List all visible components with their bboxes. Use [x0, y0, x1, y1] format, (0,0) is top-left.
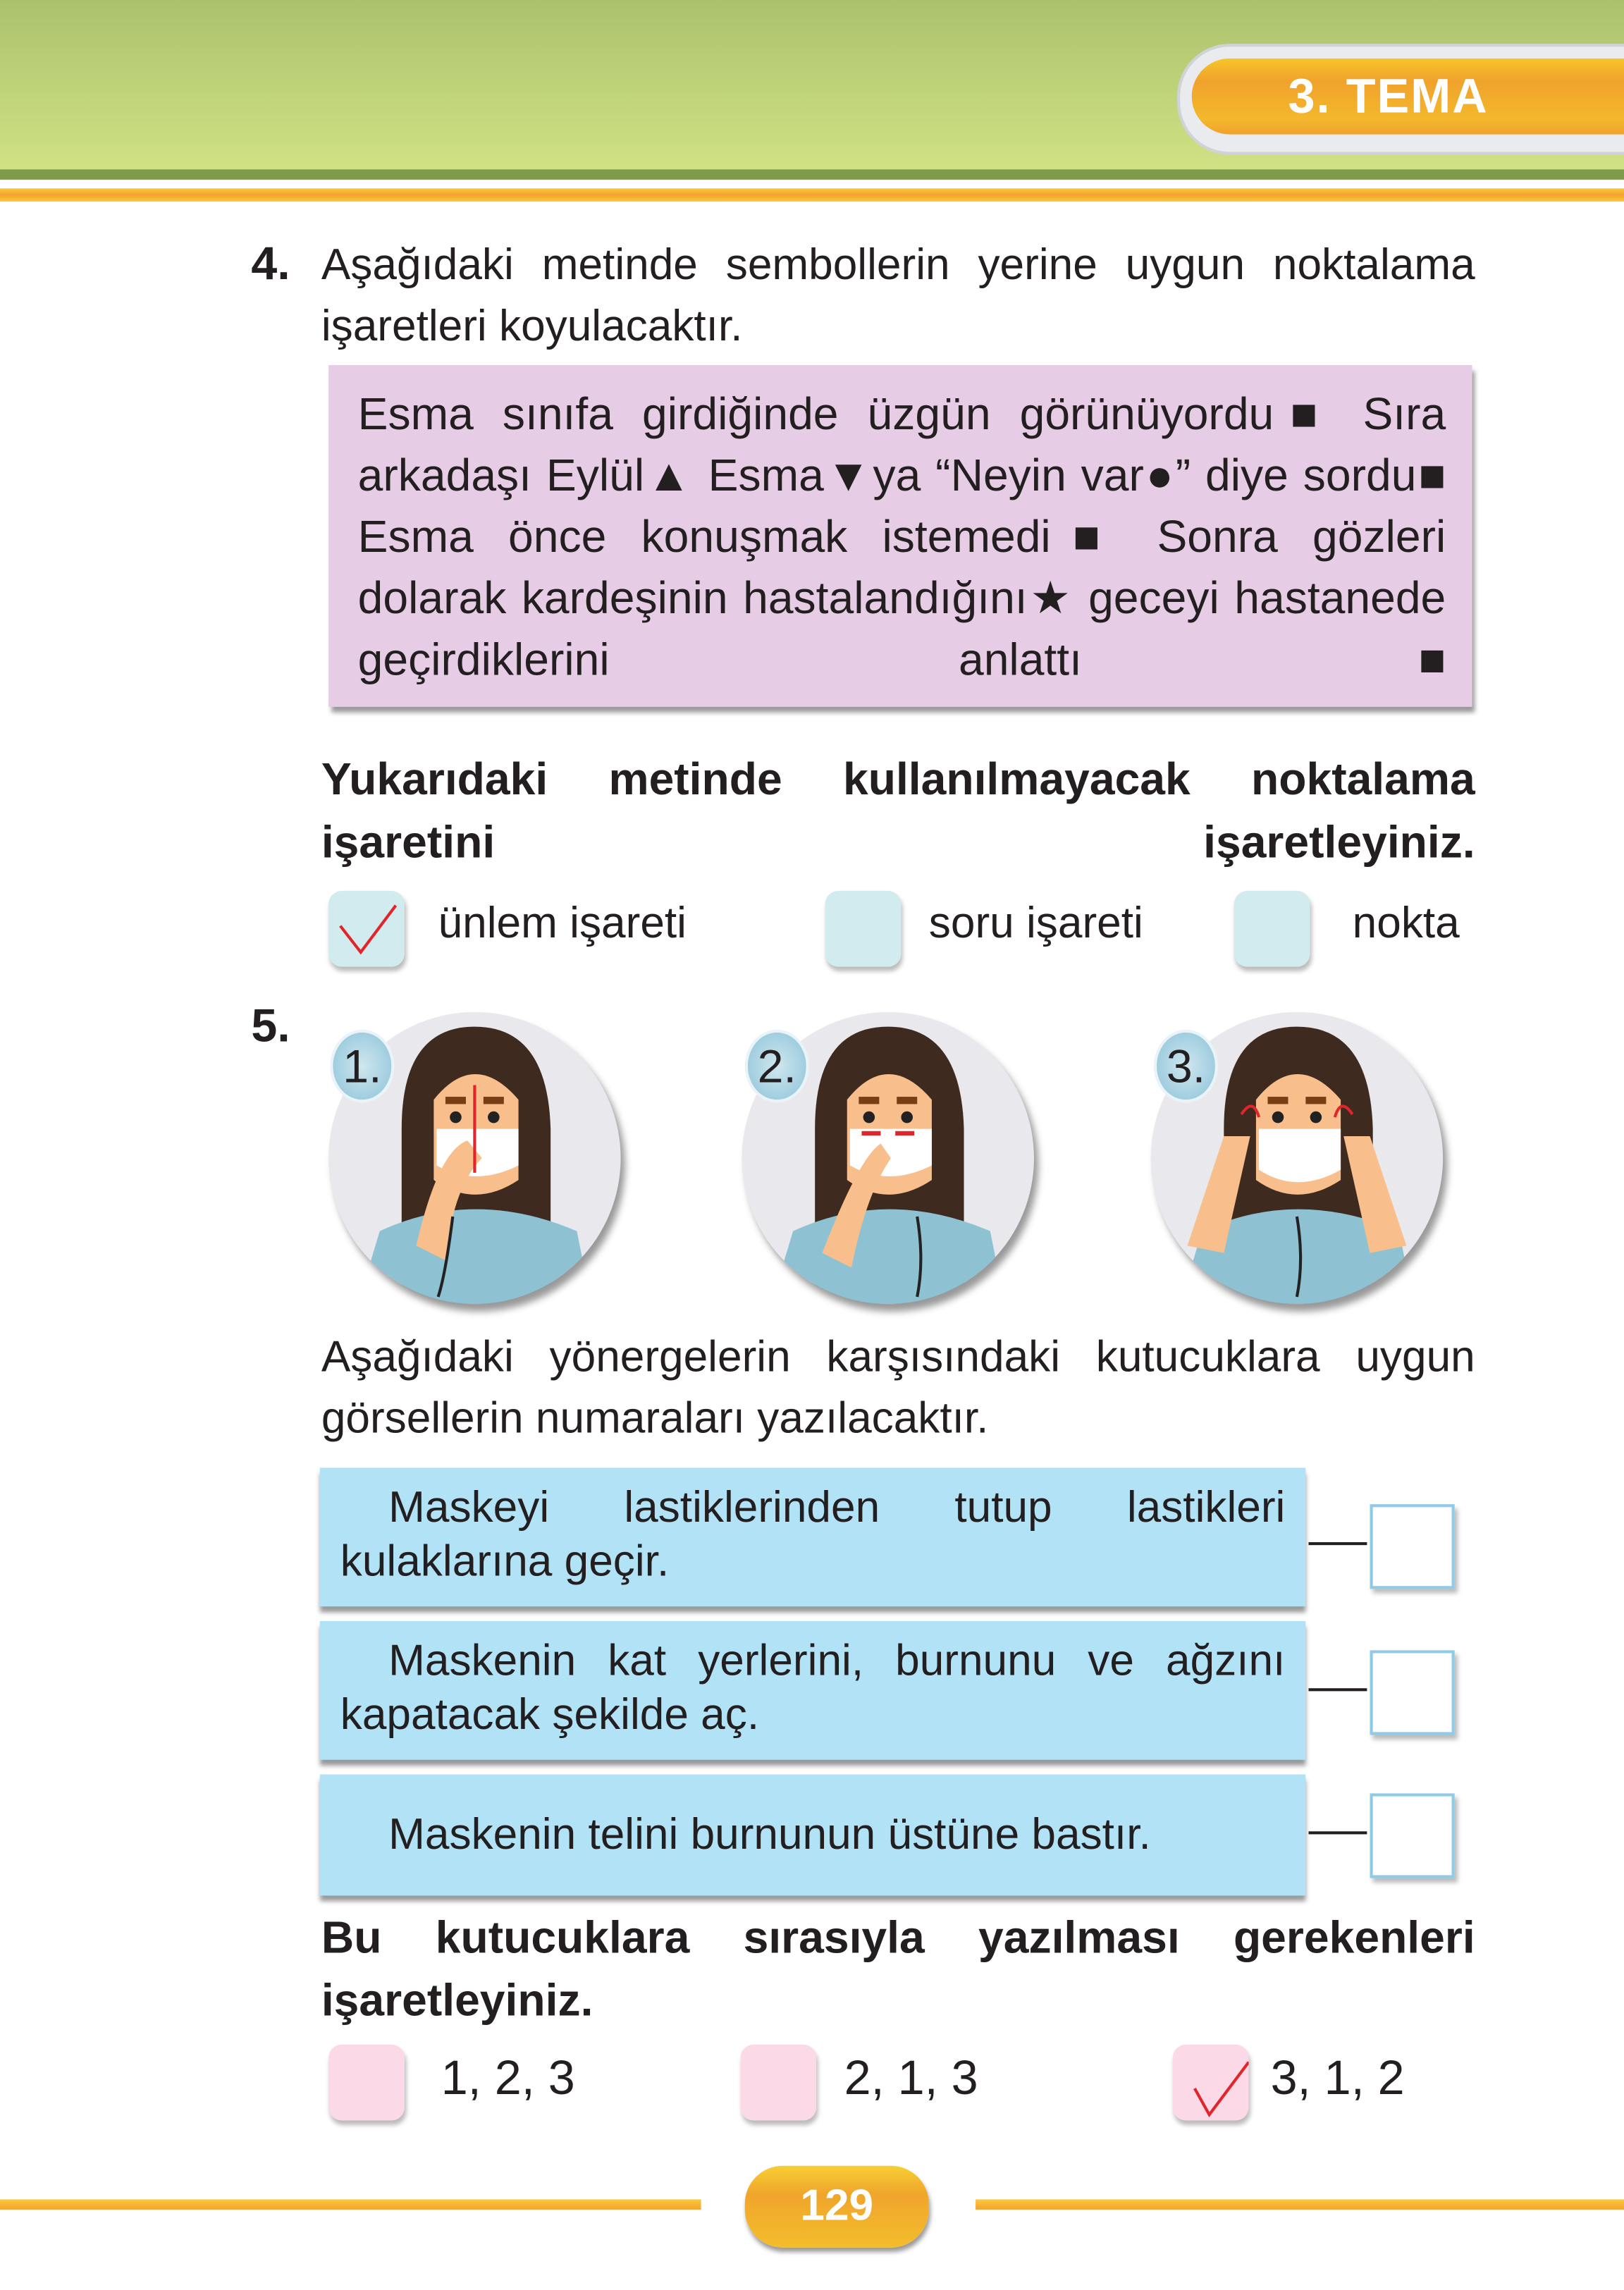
connector-line — [1309, 1542, 1367, 1545]
image-number-badge: 2. — [745, 1030, 809, 1103]
image-number-badge: 3. — [1154, 1030, 1218, 1103]
checkmark-icon — [1173, 2045, 1249, 2121]
answer-box[interactable] — [1370, 1793, 1455, 1878]
footer-line — [976, 2199, 1624, 2210]
question-4-number: 4. — [251, 236, 290, 290]
option-checkbox-soru[interactable] — [825, 891, 902, 967]
option-label: 2, 1, 3 — [844, 2050, 978, 2105]
instruction-text: Maskenin telini burnunun üstüne bastır. — [388, 1811, 1151, 1859]
question-4-question: Yukarıdaki metinde kullanılmayacak noktalama işaretini işaretleyiniz. — [321, 753, 1475, 868]
option-checkbox-312[interactable] — [1173, 2045, 1249, 2121]
option-checkbox-123[interactable] — [328, 2045, 405, 2121]
image-number-badge: 1. — [330, 1030, 394, 1103]
header-stripe — [0, 188, 1624, 202]
checkmark-icon — [328, 891, 405, 967]
page-number: 129 — [745, 2166, 929, 2248]
instruction-text: Maskenin kat yerlerini, burnunu ve ağzını kapatacak şekilde aç. — [340, 1637, 1286, 1740]
theme-badge: 3. TEMA — [1192, 59, 1624, 135]
option-label: 1, 2, 3 — [441, 2050, 575, 2105]
option-label: soru işareti — [928, 899, 1143, 948]
instruction-row — [320, 1621, 1306, 1760]
passage-text: Esma sınıfa girdiğinde üzgün görünüyordu■ Sıra arkadaşı Eylül▲ Esma▼ya “Neyin var●” diye sordu■ Esma önce konuşmak istemedi■ Sonra gözleri dolarak kardeşinin hastalandığını★ geceyi hastanede geçirdiklerini anlattı■ — [357, 388, 1446, 685]
option-checkbox-213[interactable] — [741, 2045, 817, 2121]
option-checkbox-unlem[interactable] — [328, 891, 405, 967]
instruction-row — [320, 1774, 1306, 1895]
question-5-prompt: Aşağıdaki yönergelerin karşısındaki kutucuklara uygun görsellerin numaraları yazılacaktır. — [321, 1333, 1475, 1443]
instruction-row — [320, 1467, 1306, 1606]
option-checkbox-nokta[interactable] — [1234, 891, 1310, 967]
question-5-question: Bu kutucuklara sırasıyla yazılması gerekenleri işaretleyiniz. — [321, 1912, 1475, 2026]
answer-box[interactable] — [1370, 1504, 1455, 1589]
instruction-text: Maskeyi lastiklerinden tutup lastikleri kulaklarına geçir. — [340, 1484, 1286, 1587]
option-label: ünlem işareti — [438, 899, 687, 948]
connector-line — [1309, 1831, 1367, 1834]
question-5-number: 5. — [251, 999, 290, 1052]
option-label: 3, 1, 2 — [1270, 2050, 1405, 2105]
connector-line — [1309, 1688, 1367, 1691]
header-divider — [0, 169, 1624, 180]
answer-box[interactable] — [1370, 1650, 1455, 1735]
footer-line — [0, 2199, 701, 2210]
question-4-prompt: Aşağıdaki metinde sembollerin yerine uygun noktalama işaretleri koyulacaktır. — [321, 240, 1475, 351]
option-label: nokta — [1352, 899, 1460, 948]
passage-box — [328, 365, 1472, 707]
